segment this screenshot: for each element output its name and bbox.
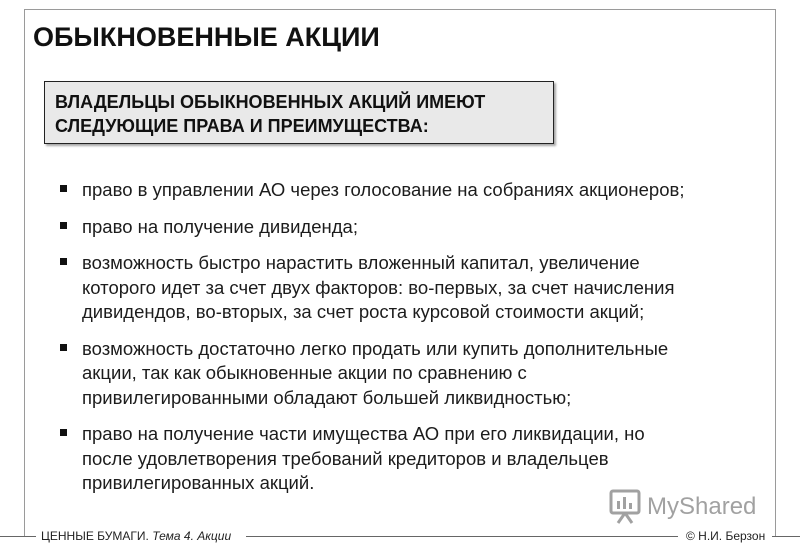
list-item-text: акции, так как обыкновенные акции по сравнению с bbox=[82, 362, 527, 383]
square-bullet-icon bbox=[60, 429, 67, 436]
list-item-text: право на получение части имущества АО при его ликвидации, но bbox=[82, 423, 645, 444]
square-bullet-icon bbox=[60, 344, 67, 351]
list-item-text: которого идет за счет двух факторов: во-первых, за счет начисления bbox=[82, 276, 675, 298]
square-bullet-icon bbox=[60, 258, 67, 265]
list-item-text: право в управлении АО через голосование на собраниях акционеров; bbox=[82, 179, 685, 200]
footer-rule-right bbox=[772, 536, 800, 537]
footer-course-name: ЦЕННЫЕ БУМАГИ. bbox=[41, 529, 149, 543]
footer-rule-left bbox=[0, 536, 36, 537]
rights-heading-line-2: СЛЕДУЮЩИЕ ПРАВА И ПРЕИМУЩЕСТВА: bbox=[55, 116, 429, 136]
footer-course bbox=[41, 529, 231, 543]
list-item-text: право на получение дивиденда; bbox=[82, 215, 358, 237]
footer-topic: Тема 4. Акции bbox=[152, 529, 232, 543]
list-item-text: дивидендов, во-вторых, за счет роста курсовой стоимости акций; bbox=[82, 301, 645, 322]
square-bullet-icon bbox=[60, 185, 67, 192]
rights-heading-line-1: ВЛАДЕЛЬЦЫ ОБЫКНОВЕННЫХ АКЦИЙ ИМЕЮТ bbox=[55, 92, 486, 112]
slide-title: ОБЫКНОВЕННЫЕ АКЦИИ bbox=[33, 22, 380, 52]
footer-rule-middle bbox=[246, 536, 678, 537]
square-bullet-icon bbox=[60, 222, 67, 229]
list-item-text: возможность достаточно легко продать или купить дополнительные bbox=[82, 337, 669, 359]
rights-list bbox=[56, 178, 756, 508]
list-item-text: возможность быстро нарастить вложенный капитал, увеличение bbox=[82, 252, 640, 273]
rights-heading-box bbox=[44, 81, 554, 144]
myshared-watermark bbox=[608, 489, 756, 525]
list-item-text: привилегированных акций. bbox=[82, 472, 315, 493]
list-item bbox=[56, 337, 756, 411]
list-item bbox=[56, 215, 756, 240]
list-item bbox=[56, 251, 756, 325]
list-item-text: после удовлетворения требований кредиторов и владельцев bbox=[82, 447, 609, 469]
list-item bbox=[56, 422, 756, 496]
list-item-text: привилегированными обладают большей ликвидностью; bbox=[82, 386, 572, 408]
footer-author: © Н.И. Берзон bbox=[686, 529, 766, 543]
list-item bbox=[56, 178, 756, 203]
watermark-text: MyShared bbox=[647, 493, 757, 520]
myshared-logo-icon bbox=[608, 489, 642, 525]
